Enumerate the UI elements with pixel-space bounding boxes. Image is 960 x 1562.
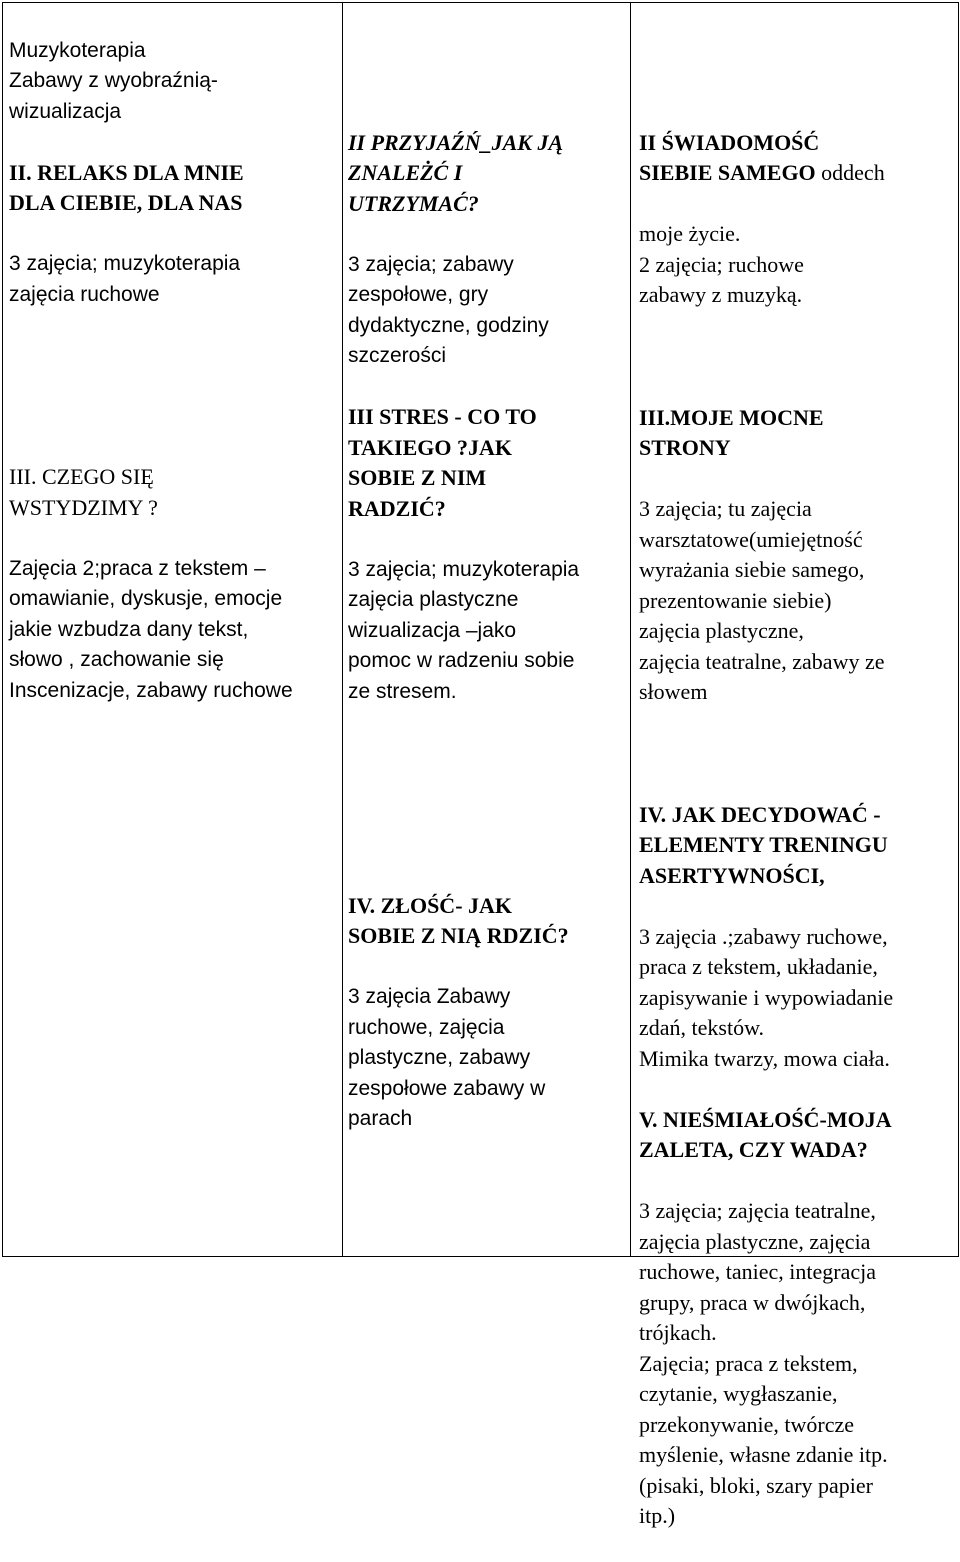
column-divider-1 bbox=[342, 3, 343, 1256]
column-3 bbox=[639, 97, 957, 1562]
spacer bbox=[639, 341, 957, 372]
column-2-bottom bbox=[348, 860, 626, 1165]
niesmialosc-text: 3 zajęcia; zajęcia teatralne, zajęcia plastyczne, zajęcia ruchowe, taniec, integracja grupy, praca w dwójkach, trójkach. Zajęcia; praca z tekstem, czytanie, wygłaszanie, przekonywanie, twórcze myślenie, własne zdanie itp. (pisaki, bloki, szary papier itp.) bbox=[639, 1198, 888, 1528]
mocne-text: 3 zajęcia; tu zajęcia warsztatowe(umiejętność wyrażania siebie samego, prezentowanie siebie) zajęcia plastyczne, zajęcia teatralne, zabawy ze słowem bbox=[639, 496, 885, 704]
decydowac-text: 3 zajęcia .;zabawy ruchowe, praca z tekstem, układanie, zapisywanie i wypowiadanie zdań, tekstów. Mimika twarzy, mowa ciała. bbox=[639, 923, 894, 1071]
column-1 bbox=[9, 5, 337, 737]
przyjazn-text: 3 zajęcia; zabawy zespołowe, gry dydaktyczne, godziny szczerości bbox=[348, 252, 549, 367]
swiadomosc-suffix: oddech bbox=[815, 160, 885, 185]
swiadomosc-heading: II ŚWIADOMOŚĆ SIEBIE SAMEGO bbox=[639, 129, 820, 185]
wstyd-heading: III. CZEGO SIĘ WSTYDZIMY ? bbox=[9, 464, 158, 520]
spacer bbox=[9, 341, 337, 432]
intro-text: Muzykoterapia Zabawy z wyobraźnią- wizualizacja bbox=[9, 38, 218, 123]
relaks-text: 3 zajęcia; muzykoterapia zajęcia ruchowe bbox=[9, 252, 241, 306]
swiadomosc-text: moje życie. 2 zajęcia; ruchowe zabawy z muzyką. bbox=[639, 221, 804, 307]
mocne-heading: III.MOJE MOCNE STRONY bbox=[639, 404, 824, 460]
swiadomosc-block bbox=[639, 128, 957, 189]
relaks-heading: II. RELAKS DLA MNIE DLA CIEBIE, DLA NAS bbox=[9, 159, 244, 215]
zlosc-heading: IV. ZŁOŚĆ- JAK SOBIE Z NIĄ RDZIĆ? bbox=[348, 892, 569, 948]
decydowac-heading: IV. JAK DECYDOWAĆ - ELEMENTY TRENINGU ASERTYWNOŚCI, bbox=[639, 801, 888, 888]
stres-text: 3 zajęcia; muzykoterapia zajęcia plastyczne wizualizacja –jako pomoc w radzeniu sobie ze stresem. bbox=[348, 557, 580, 703]
column-2-top bbox=[348, 97, 626, 738]
column-divider-2 bbox=[630, 3, 631, 1256]
przyjazn-heading: II PRZYJAŹŃ_JAK JĄ ZNALEŻĆ I UTRZYMAĆ? bbox=[348, 129, 564, 216]
stres-heading: III STRES - CO TO TAKIEGO ?JAK SOBIE Z NIM RADZIĆ? bbox=[348, 404, 537, 521]
spacer bbox=[639, 738, 957, 769]
zlosc-text: 3 zajęcia Zabawy ruchowe, zajęcia plastyczne, zabawy zespołowe zabawy w parach bbox=[348, 985, 546, 1130]
wstyd-text: Zajęcia 2;praca z tekstem – omawianie, dyskusje, emocje jakie wzbudza dany tekst, słowo , zachowanie się Inscenizacje, zabawy ruchowe bbox=[9, 556, 293, 702]
niesmialosc-heading: V. NIEŚMIAŁOŚĆ-MOJA ZALETA, CZY WADA? bbox=[639, 1106, 892, 1162]
